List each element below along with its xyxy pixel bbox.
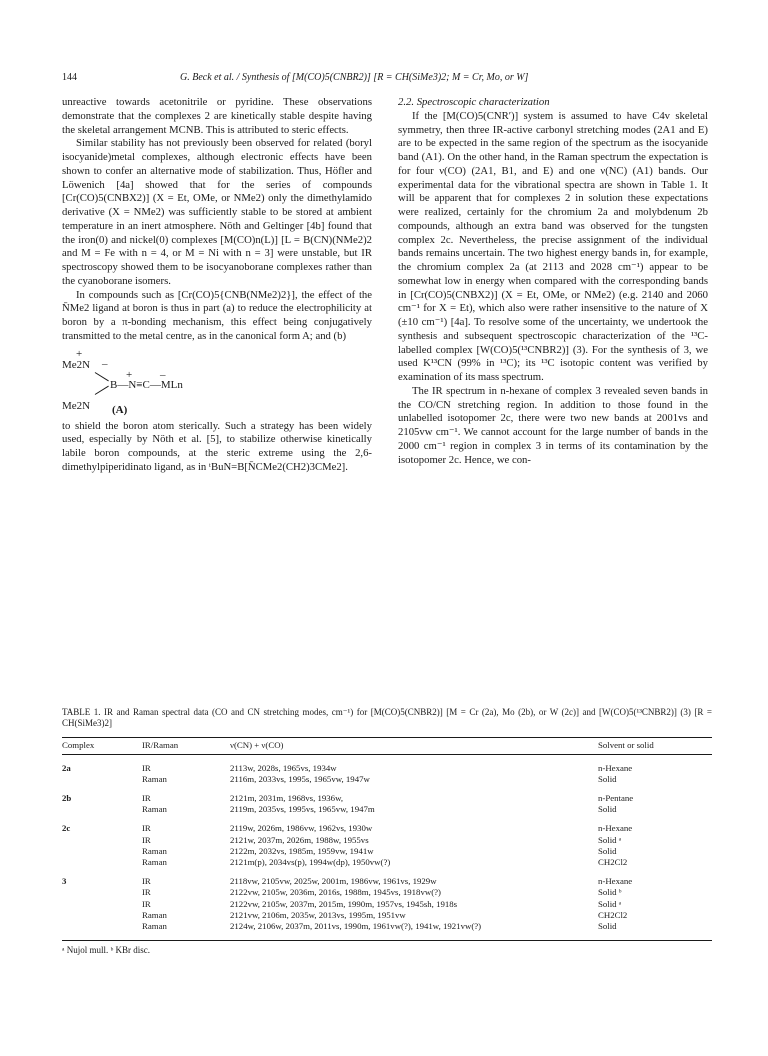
left-column (62, 96, 372, 475)
table-row: IR 2121w, 2037m, 2026m, 1988w, 1955vs Solid ᵃ (142, 834, 622, 845)
charge-minus-mid: – (160, 368, 166, 381)
table-row: Raman 2121m(p), 2034vs(p), 1994w(dp), 1950vw(?) CH2Cl2 (142, 857, 628, 868)
table-row: IR 2122vw, 2105w, 2037m, 2015m, 1990m, 1957vs, 1945sh, 1918s Solid ᵃ (142, 898, 622, 909)
table-footnote: ᵃ Nujol mull. ᵇ KBr disc. (62, 945, 150, 956)
spectral-data-table (62, 737, 712, 941)
table-row: 2b IR 2121m, 2031m, 1968vs, 1936w, n-Pentane (62, 793, 634, 804)
table-row: 2a IR 2113w, 2028s, 1965vs, 1934w n-Hexane (62, 762, 633, 773)
structure-label: (A) (112, 403, 128, 416)
table-caption: TABLE 1. IR and Raman spectral data (CO and CN stretching modes, cm⁻¹) for [M(CO)5(CNBR2)] [M = Cr (2a), Mo (2b), or W (2c)] and [W(CO)5(¹³CNBR2)] (3) [R = CH(SiMe3)2] (62, 707, 712, 729)
left-paragraph-3: In compounds such as [Cr(CO)5{CNB(NMe2)2}], the effect of the N̄Me2 ligand at boron is thus in part (a) to reduce the electrophilicity at boron by a π-bonding mechanism, this effect being conjugatively transmitted to the metal centre, as in the canonical form A; and (b) (62, 288, 372, 342)
table-row: 2c IR 2119w, 2026m, 1986vw, 1962vs, 1930w n-Hexane (62, 823, 633, 834)
running-title: G. Beck et al. / Synthesis of [M(CO)5(CNBR2)] [R = CH(SiMe3)2; M = Cr, Mo, or W] (180, 72, 529, 83)
boron-chain: B—N≡C—MLn (110, 378, 183, 391)
col-header-solvent: Solvent or solid (598, 738, 712, 754)
col-header-bands: ν(CN) + ν(CO) (230, 738, 598, 754)
left-paragraph-2: Similar stability has not previously been observed for related (boryl isocyanide)metal complexes, although electronic effects have been shown to confer an alternative mode of stabilization. Thus, Höfler and Löwenich [4a] showed that for the series of compounds [Cr(CO)5(CNBX2)] (X = Et, OMe, or NMe2) only the dimethylamido derivative (X = NMe2) was sufficiently stable to be stored at ambient temperature in an inert atmosphere. Nöth and Geltinger [4b] found that the iron(0) and nickel(0) complexes [M(CO)n(L)] [L = B(CN)(NMe2)2 and M = Fe with n = 4, or M = Ni with n = 3] were unstable, but IR spectroscopy showed them to be isocyanoborane complexes rather than the cyanoborane isomers. (62, 137, 372, 287)
table-row: Raman 2121vw, 2106m, 2035w, 2013vs, 1995m, 1951vw CH2Cl2 (142, 909, 628, 920)
right-paragraph-2: The IR spectrum in n-hexane of complex 3 revealed seven bands in the CO/CN stretching region. In addition to those found in the unlabelled isotopomer 2c, there were two new bands at 2001vs and 2105vw cm⁻¹. We cannot account for the large number of bands in the 2000 cm⁻¹ region in complex 3 in terms of its contamination by the isotopomer 2c. Hence, we con- (398, 384, 708, 466)
col-header-complex: Complex (62, 738, 142, 754)
bottom-amino-group: Me2N (62, 399, 91, 412)
canonical-form-structure (62, 348, 372, 418)
charge-plus-top: + (76, 347, 83, 360)
table-row: Raman 2122m, 2032vs, 1985m, 1959vw, 1941w Solid (142, 845, 617, 856)
table-row: Raman 2116m, 2033vs, 1995s, 1965vw, 1947w Solid (142, 773, 617, 784)
table-row: Raman 2119m, 2035vs, 1995vs, 1965vw, 1947m Solid (142, 804, 617, 815)
table-header-row (62, 738, 712, 754)
table-1 (62, 707, 712, 956)
table-row: 3 IR 2118vw, 2105vw, 2025w, 2001m, 1986vw, 1961vs, 1929w n-Hexane (62, 876, 633, 887)
bond-upper (95, 372, 109, 381)
page-header (62, 70, 712, 86)
section-heading: 2.2. Spectroscopic characterization (398, 96, 550, 108)
right-paragraph-1: If the [M(CO)5(CNR′)] system is assumed to have C4v skeletal symmetry, then three IR-active carbonyl stretching modes (2A1 and E) are to be expected in the same region of the spectrum as the isocyanide band (A1). On the other hand, in the Raman spectrum the expectation is for four ν(CO) (2A1, B1, and E) and one ν(NC) (A1) bands. Our experimental data for the vibrational spectra are shown in Table 1. It will be apparent that for complexes 2 in solution these expectations were realized, certainly for the chromium 2a and molybdenum 2b compounds, although an extra band was observed for the tungsten complex 2c. Nevertheless, the precise assignment of the individual bands remains uncertain. The two highest energy bands in, for example, the chromium complex 2a (at 2113 and 2028 cm⁻¹) appear to be somewhat low in energy when compared with the corresponding bands in [Cr(CO)5(CNBX2)] (X = Et, OMe, or NMe2) (e.g. 2140 and 2060 cm⁻¹ for X = Et), which also were rather insensitive to the nature of X (±10 cm⁻¹) [4a]. To resolve some of the uncertainty, we undertook the synthesis and subsequent spectroscopic characterization of the ¹³C-labelled complex [W(CO)5(¹³CNBR2)] (3). For the synthesis of 3, we used K¹³CN (99% in ¹³C); its ¹³C isotopic content was verified by examination of its mass spectrum. (398, 109, 708, 383)
table-row: Raman 2124w, 2106w, 2037m, 2011vs, 1990m, 1961vw(?), 1941w, 1921vw(?) Solid (142, 921, 617, 932)
left-paragraph-1: unreactive towards acetonitrile or pyridine. These observations demonstrate that the complexes 2 are kinetically stable despite having the skeletal arrangement MCNB. This is attributed to steric effects. (62, 96, 372, 136)
top-amino-group: Me2N (62, 358, 91, 371)
col-header-method: IR/Raman (142, 738, 230, 754)
table-row: IR 2122vw, 2105w, 2036m, 2016s, 1988m, 1945vs, 1918vw(?) Solid ᵇ (142, 887, 622, 898)
charge-minus-top: – (102, 357, 108, 370)
charge-plus-mid: + (126, 368, 133, 381)
left-paragraph-4: to shield the boron atom sterically. Such a strategy has been widely used, especially by Nöth et al. [5], to stabilize otherwise kinetically labile boron compounds, at the steric extreme using the 2,6-dimethylpiperidinato ligand, as in ᵗBuN=B[N̄CMe2(CH2)3CMe2]. (62, 419, 372, 473)
bond-lower (95, 385, 109, 394)
page-number: 144 (62, 72, 77, 83)
right-column (398, 96, 708, 467)
